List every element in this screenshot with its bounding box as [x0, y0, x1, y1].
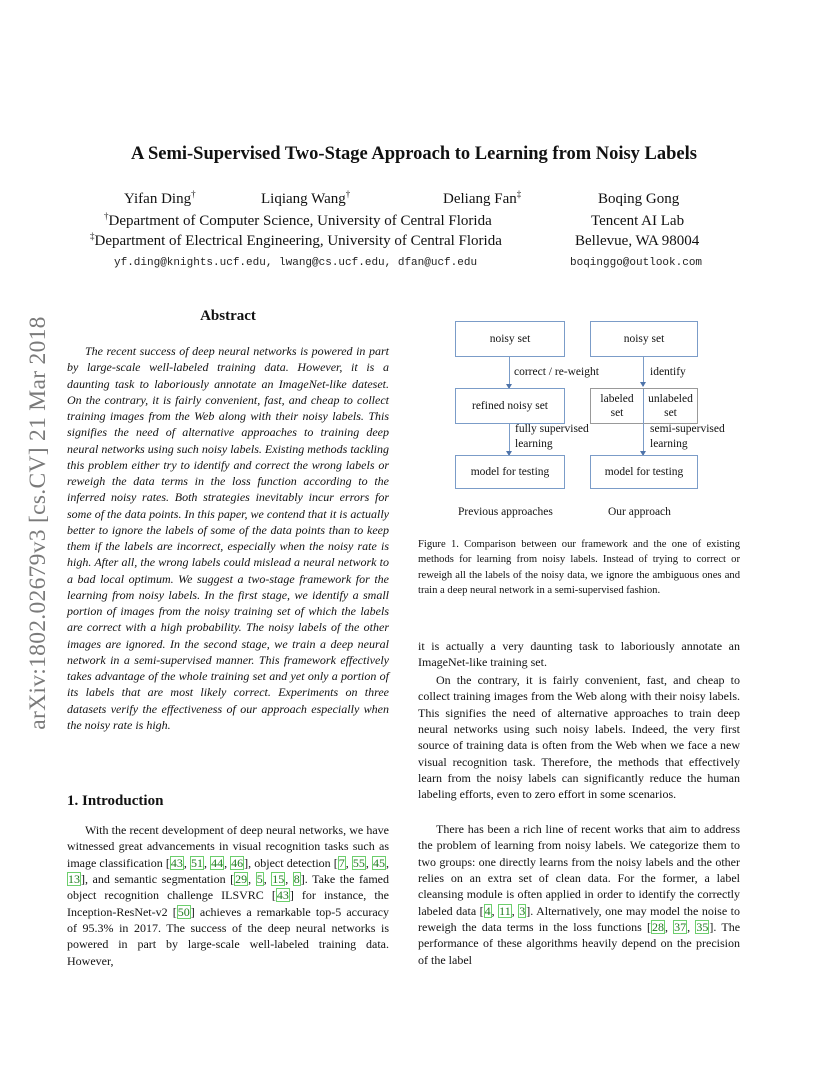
author-1: Yifan Ding†: [124, 189, 196, 207]
box-refined-noisy-set: refined noisy set: [455, 388, 565, 424]
split-box: [590, 388, 698, 424]
citation-link[interactable]: 4: [484, 903, 491, 918]
citation-link[interactable]: 50: [177, 904, 190, 919]
citation-link[interactable]: 43: [276, 888, 289, 903]
email-gong: boqinggo@outlook.com: [570, 257, 703, 269]
affiliation-tencent-location: Bellevue, WA 98004: [575, 233, 700, 249]
arrow-down-icon: [643, 356, 644, 386]
right-paragraph-3: There has been a rich line of recent works that aim to address the problem of learning from noisy labels. We categorize them to two groups: one directly learns from the noisy labels and the other relies on an extra set of clean data. For the former, a label cleansing module is often applied in order to identify the correctly labeled data [4, 11, 3]. Alternatively, one may model the noise to reweigh the data terms in the loss functions [28, 37, 35]. The performance of these algorithms heavily depend on the precision of the label: [418, 822, 741, 967]
email-ucf: yf.ding@knights.ucf.edu, lwang@cs.ucf.edu, dfan@ucf.edu: [114, 257, 478, 269]
citation-link[interactable]: 13: [68, 872, 80, 887]
box-labeled-set: labeled set: [591, 389, 644, 423]
label-fully-supervised: fully supervised learning: [515, 423, 589, 450]
label-previous-approaches: Previous approaches: [458, 506, 553, 518]
arrow-down-icon: [509, 423, 510, 455]
right-paragraph-continuation: it is actually a very daunting task to laboriously annotate an ImageNet-like training set.: [418, 639, 740, 670]
box-noisy-set-right: noisy set: [590, 321, 698, 357]
label-correct-reweight: correct / re-weight: [514, 366, 599, 378]
citation-link[interactable]: 7: [338, 855, 345, 870]
arrow-down-icon: [643, 423, 644, 455]
paper-title: A Semi-Supervised Two-Stage Approach to Learning from Noisy Labels: [130, 144, 697, 164]
citation-link[interactable]: 44: [211, 855, 224, 870]
citation-link[interactable]: 8: [293, 872, 300, 887]
citation-link[interactable]: 43: [170, 855, 183, 870]
citation-link[interactable]: 5: [256, 872, 263, 887]
affiliation-tencent: Tencent AI Lab: [591, 213, 685, 229]
citation-link[interactable]: 55: [352, 855, 365, 870]
citation-link[interactable]: 51: [190, 855, 203, 870]
box-noisy-set-left: noisy set: [455, 321, 565, 357]
citation-link[interactable]: 11: [499, 903, 511, 918]
box-model-testing-right: model for testing: [590, 455, 698, 489]
figure-1-diagram: [418, 316, 740, 526]
abstract-heading: Abstract: [200, 308, 256, 324]
label-identify: identify: [650, 366, 686, 378]
author-2: Liqiang Wang†: [261, 189, 351, 207]
affiliation-ee: ‡Department of Electrical Engineering, University of Central Florida: [90, 231, 502, 249]
citation-link[interactable]: 28: [651, 920, 664, 935]
right-paragraph-2: On the contrary, it is fairly convenient, fast, and cheap to collect training images from the Web along with their noisy labels. This signifies the need of alternative approaches to train deep neural networks using such noisy labels. Indeed, the very first source of training data is often from the Web when we face a new visual recognition task. Therefore, the methods that effectively learn from the noisy labels can significantly reduce the human labeling efforts, even to zero effort in some scenarios.: [418, 673, 740, 802]
citation-link[interactable]: 29: [235, 872, 248, 887]
label-our-approach: Our approach: [608, 506, 671, 518]
citation-link[interactable]: 3: [519, 903, 526, 918]
affiliation-cs: †Department of Computer Science, University of Central Florida: [104, 211, 492, 229]
author-3: Deliang Fan‡: [443, 189, 522, 207]
citation-link[interactable]: 15: [272, 872, 285, 887]
author-4: Boqing Gong: [598, 191, 680, 207]
citation-link[interactable]: 37: [674, 920, 687, 935]
abstract-text: The recent success of deep neural networks is powered in part by large-scale well-labeled training data. However, it is a daunting task to laboriously annotate an ImageNet-like dateset. On the contrary, it is fairly convenient, fast, and cheap to collect training images from the Web along with their noisy labels. This signifies the need of alternative approaches to training deep neural networks using such noisy labels. Existing methods tackling this problem either try to identify and correct the wrong labels or reweigh the data terms in the loss function according to the inferred noisy rates. Both strategies inevitably incur errors for some of the data points. In this paper, we contend that it is actually better to ignore the labels of some of the data points than to keep them if the labels are incorrect, especially when the noisy rate is high. After all, the wrong labels could mislead a neural network to a bad local optimum. We suggest a two-stage framework for the learning from noisy labels. In the first stage, we identify a small portion of images from the noisy training set of which the labels are correct with a high probability. The noisy labels of the other images are ignored. In the second stage, we train a deep neural network in a semi-supervised manner. This framework effectively takes advantage of the whole training set and yet only a portion of its labels that are most likely correct. Experiments on three datasets verify the effectiveness of our approach especially when the noisy rate is high.: [67, 344, 389, 732]
intro-heading: 1. Introduction: [67, 793, 164, 809]
box-unlabeled-set: unlabeled set: [648, 393, 693, 419]
intro-paragraph-1: With the recent development of deep neural networks, we have witnessed great advancements in visual recognition tasks such as image classification [43, 51, 44, 46], object detection [7, 55, 45, 13], and semantic segmentation [29, 5, 15, 8]. Take the famed object recognition challenge ILSVRC [43] for instance, the Inception-ResNet-v2 [50] achieves a remarkable top-5 accuracy of 95.3% in 2017. The success of the deep neural networks is powered in part by large-scale well-labeled training data. However,: [67, 823, 390, 968]
box-model-testing-left: model for testing: [455, 455, 565, 489]
citation-link[interactable]: 35: [696, 920, 709, 935]
arxiv-stamp: arXiv:1802.02679v3 [cs.CV] 21 Mar 2018: [25, 316, 51, 730]
citation-link[interactable]: 45: [373, 855, 386, 870]
arrow-down-icon: [509, 356, 510, 388]
figure-1-caption: Figure 1. Comparison between our framework and the one of existing methods for learning from noisy labels. Instead of trying to correct or reweigh all the labels of the noisy data, we ignore the ambiguous ones and train a deep neural network in a semi-supervised fashion.: [418, 539, 740, 596]
citation-link[interactable]: 46: [231, 855, 244, 870]
label-semi-supervised: semi-supervised learning: [650, 423, 725, 450]
